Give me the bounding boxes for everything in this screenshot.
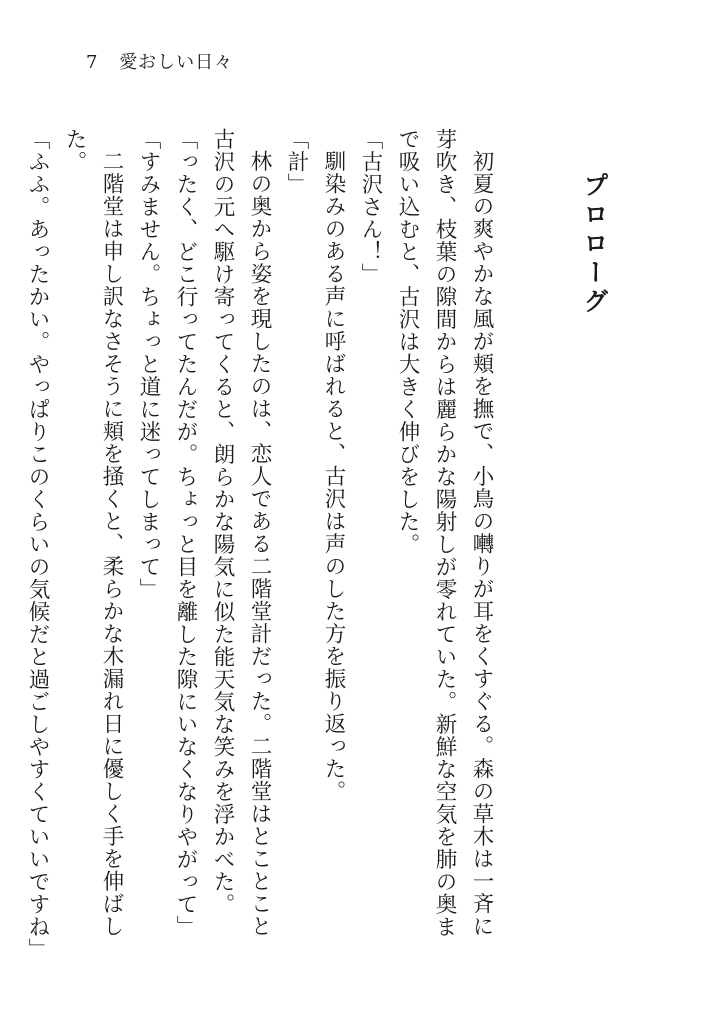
dialogue-line-1: 「古沢さん！」 <box>358 128 383 286</box>
running-header <box>86 48 233 74</box>
paragraph-1: 初夏の爽やかな風が頬を撫で、小鳥の囀りが耳をくすぐる。森の草木は一斉に芽吹き、枝葉の隙間からは麗らかな陽射しが零れていた。新鮮な空気を肺の奥まで吸い込むと、古沢は大きく伸びをした。 <box>395 128 494 938</box>
dialogue-line-4: 「すみません。ちょっと道に迷ってしまって」 <box>136 128 161 601</box>
dialogue-line-2: 「計」 <box>284 128 309 196</box>
paragraph-2: 馴染みのある声に呼ばれると、古沢は声のした方を振り返った。 <box>321 149 346 802</box>
body-text <box>25 128 500 961</box>
page-number: 7 <box>86 52 99 73</box>
dialogue-line-3: 「ったく、どこ行ってたんだが。ちょっと目を離した隙にいなくなりやがって」 <box>173 128 198 938</box>
dialogue-line-5: 「ふふ。あったかい。やっぱりこのくらいの気候だと過ごしやすくていいですね」 <box>25 128 50 961</box>
paragraph-3: 林の奥から姿を現したのは、恋人である二階堂計だった。二階堂はとことこと古沢の元へ駆け寄ってくると、朗らかな陽気に似た能天気な笑みを浮かべた。 <box>210 128 272 937</box>
chapter-title: プロローグ <box>580 172 609 317</box>
running-title: 愛おしい日々 <box>119 52 234 73</box>
paragraph-4: 二階堂は申し訳なさそうに頬を掻くと、柔らかな木漏れ日に優しく手を伸ばした。 <box>62 128 124 937</box>
